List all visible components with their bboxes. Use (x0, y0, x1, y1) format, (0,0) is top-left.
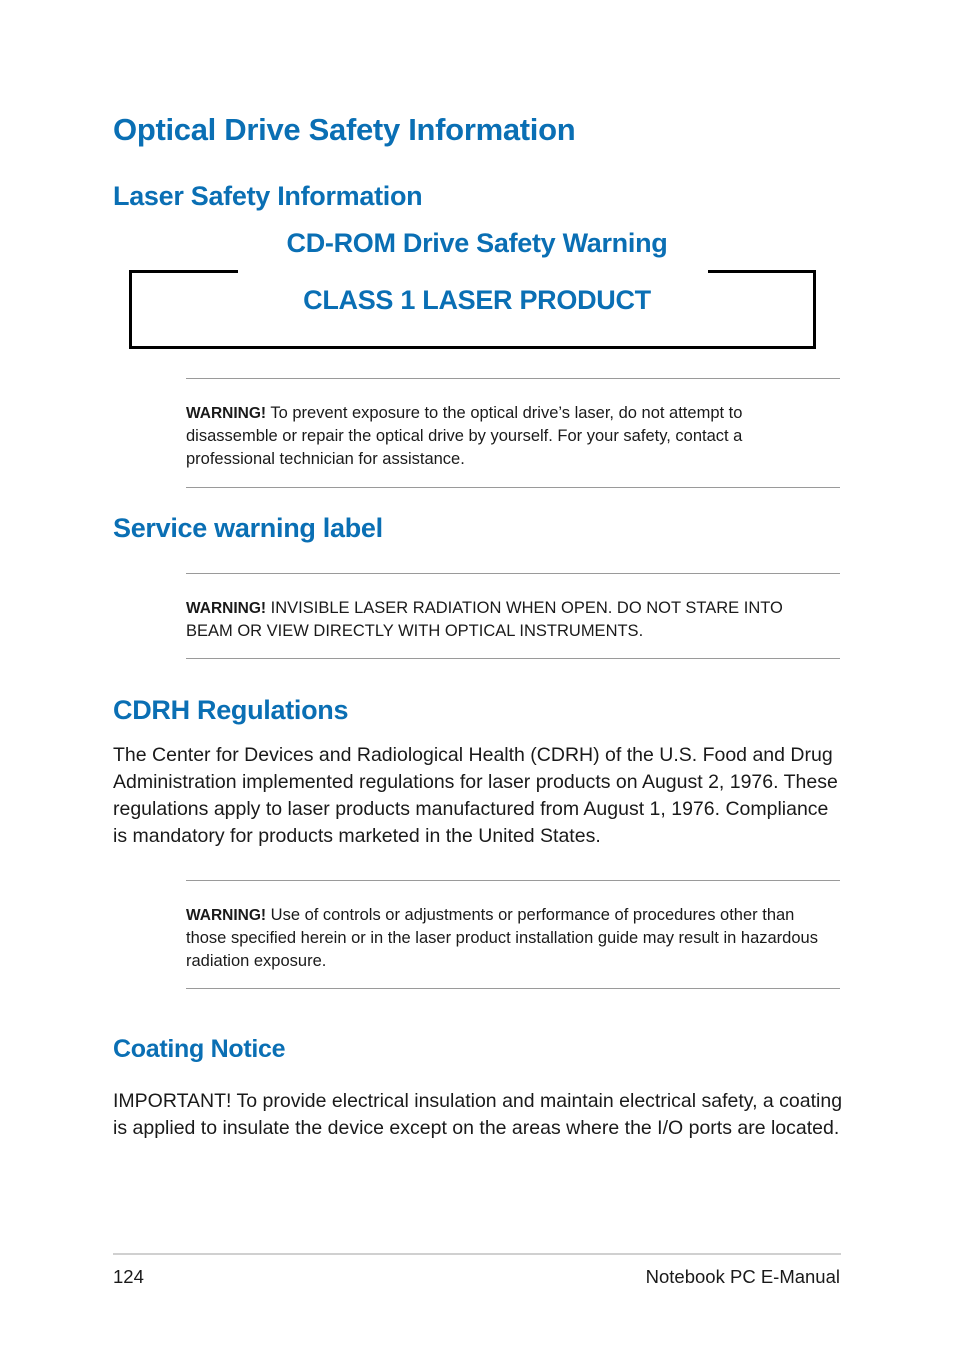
divider (186, 988, 840, 989)
laser-box-top-left-border (129, 270, 238, 273)
cdrom-warning-title: CD-ROM Drive Safety Warning (286, 228, 668, 258)
divider (186, 880, 840, 881)
class1-laser-label: CLASS 1 LASER PRODUCT (303, 285, 651, 315)
warning-text: Use of controls or adjustments or performance of procedures other than those specified herein or in the laser product installation guide may result in hazardous radiation exposure. (186, 906, 818, 970)
divider (186, 573, 840, 574)
manual-name: Notebook PC E-Manual (645, 1266, 840, 1287)
coating-heading: Coating Notice (113, 1035, 286, 1063)
laser-warning-note (186, 402, 831, 471)
warning-text: To prevent exposure to the optical drive’s laser, do not attempt to disassemble or repair the optical drive by yourself. For your safety, contact a professional technician for assistance. (186, 404, 743, 468)
page-title: Optical Drive Safety Information (113, 112, 576, 147)
coating-body: IMPORTANT! To provide electrical insulation and maintain electrical safety, a coating is applied to insulate the device except on the areas where the I/O ports are located. (113, 1090, 843, 1139)
page-number: 124 (113, 1266, 144, 1287)
warning-text: INVISIBLE LASER RADIATION WHEN OPEN. DO NOT STARE INTO BEAM OR VIEW DIRECTLY WITH OPTICAL INSTRUMENTS. (186, 599, 783, 640)
warning-label: WARNING! (186, 600, 267, 617)
divider (186, 487, 840, 488)
laser-safety-heading: Laser Safety Information (113, 181, 423, 211)
cdrh-heading: CDRH Regulations (113, 695, 349, 725)
footer-divider (113, 1253, 841, 1255)
divider (186, 378, 840, 379)
service-warning-heading: Service warning label (113, 513, 383, 543)
warning-label: WARNING! (186, 405, 267, 422)
cdrh-warning-note (186, 904, 831, 973)
divider (186, 658, 840, 659)
warning-label: WARNING! (186, 907, 267, 924)
service-warning-note (186, 597, 831, 643)
laser-box-top-right-border (708, 270, 815, 273)
cdrh-body: The Center for Devices and Radiological Health (CDRH) of the U.S. Food and Drug Administration implemented regulations for laser products on August 2, 1976. These regulations apply to laser products manufactured from August 1, 1976. Compliance is mandatory for products marketed in the United States. (113, 744, 838, 847)
